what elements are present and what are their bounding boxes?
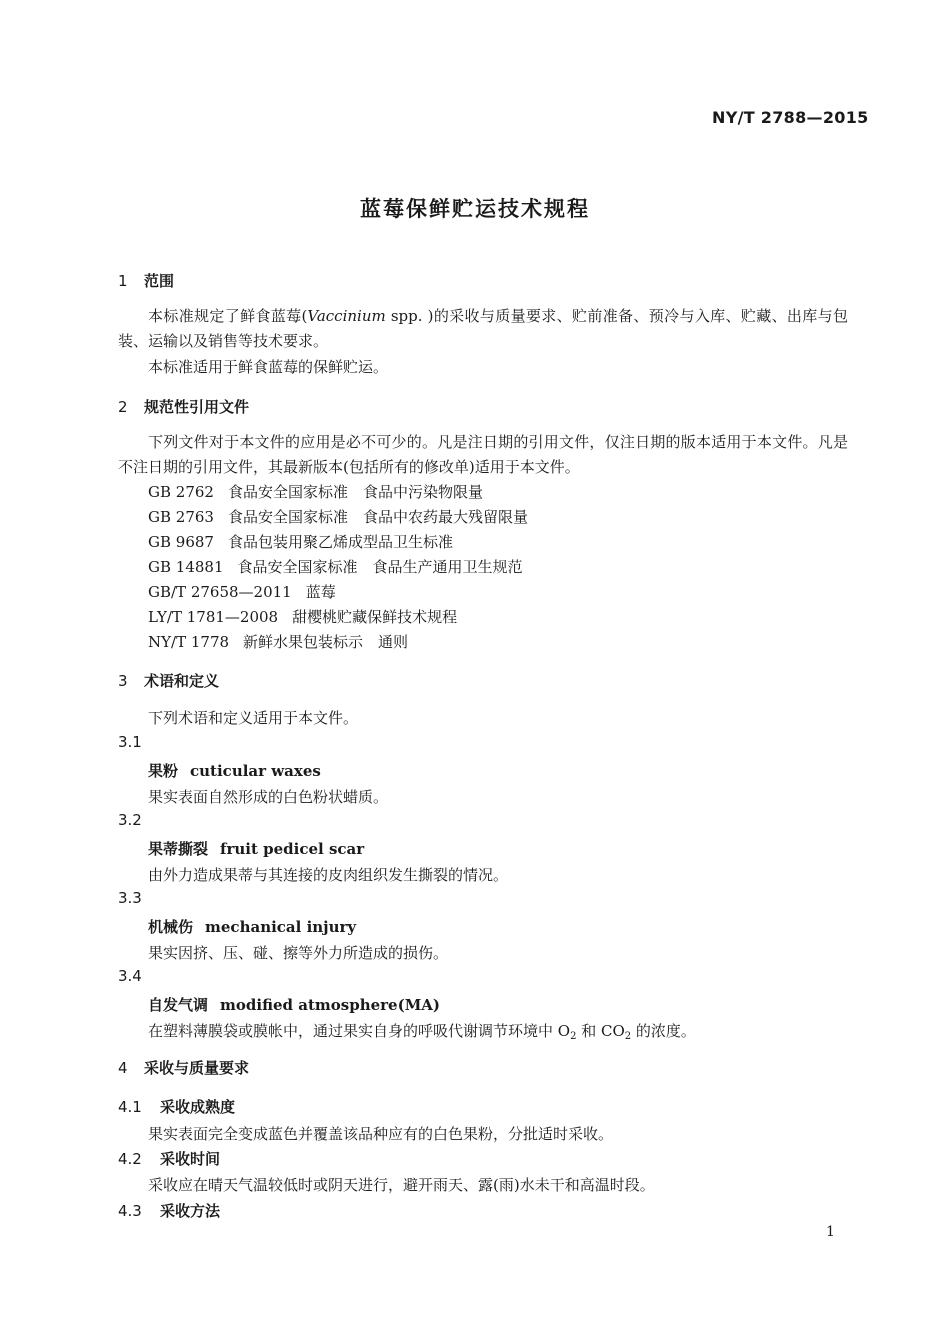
reference-title: 食品安全国家标准 食品中农药最大残留限量 <box>227 508 528 526</box>
reference-title: 新鲜水果包装标示 通则 <box>243 633 409 651</box>
term-cn: 果粉 <box>148 762 179 780</box>
term-heading <box>148 760 321 781</box>
reference-code: GB 14881 <box>148 558 224 576</box>
reference-code: GB 2763 <box>148 508 214 526</box>
term-en: modified atmosphere(MA) <box>220 996 441 1014</box>
section-number: 1 <box>118 272 128 290</box>
standard-code: NY/T 2788—2015 <box>712 108 869 127</box>
term-cn: 果蒂撕裂 <box>148 840 209 858</box>
text-run: 的浓度。 <box>631 1022 696 1040</box>
subclause-number: 4.2 <box>118 1150 142 1168</box>
section-1-heading <box>118 270 174 291</box>
references-intro: 下列文件对于本文件的应用是必不可少的。凡是注日期的引用文件，仅注日期的版本适用于本文件。凡是不注日期的引用文件，其最新版本(包括所有的修改单)适用于本文件。 <box>118 433 848 476</box>
scope-paragraph-1 <box>118 304 848 354</box>
subclause-text: 采收应在晴天气温较低时或阴天进行，避开雨天、露(雨)水未干和高温时段。 <box>148 1176 655 1194</box>
term-en: mechanical injury <box>205 918 357 936</box>
subclause-heading <box>118 1148 220 1169</box>
section-4-heading <box>118 1057 249 1078</box>
text-run: 本标准规定了鲜食蓝莓( <box>148 307 308 325</box>
section-title: 术语和定义 <box>144 672 220 690</box>
term-cn: 自发气调 <box>148 996 209 1014</box>
subclause-number: 4.3 <box>118 1202 142 1220</box>
text-run: 和 CO <box>576 1022 625 1040</box>
reference-title: 食品包装用聚乙烯成型品卫生标准 <box>227 533 453 551</box>
section-number: 2 <box>118 398 128 416</box>
subclause-title: 采收成熟度 <box>160 1098 236 1116</box>
text-run: 在塑料薄膜袋或膜帐中，通过果实自身的呼吸代谢调节环境中 O <box>148 1022 571 1040</box>
subclause-text: 果实表面完全变成蓝色并覆盖该品种应有的白色果粉，分批适时采收。 <box>148 1125 614 1143</box>
section-title: 采收与质量要求 <box>144 1059 250 1077</box>
terms-intro: 下列术语和定义适用于本文件。 <box>148 709 359 727</box>
reference-item <box>148 506 528 527</box>
term-heading <box>148 916 356 937</box>
document-title: 蓝莓保鲜贮运技术规程 <box>360 197 590 221</box>
reference-code: LY/T 1781—2008 <box>148 608 279 626</box>
section-number: 3 <box>118 672 128 690</box>
subclause-title: 采收时间 <box>160 1150 221 1168</box>
term-definition <box>148 1020 696 1042</box>
reference-title: 甜樱桃贮藏保鲜技术规程 <box>292 608 458 626</box>
subscript: 2 <box>570 1031 577 1042</box>
section-2-heading <box>118 396 249 417</box>
scope-paragraph-2: 本标准适用于鲜食蓝莓的保鲜贮运。 <box>148 358 389 376</box>
subclause-title: 采收方法 <box>160 1202 221 1220</box>
reference-title: 食品安全国家标准 食品中污染物限量 <box>227 483 483 501</box>
scientific-name: Vaccinium <box>307 307 386 325</box>
page-number: 1 <box>826 1224 835 1240</box>
reference-item <box>148 481 483 502</box>
term-definition: 果实表面自然形成的白色粉状蜡质。 <box>148 788 389 806</box>
reference-item <box>148 606 457 627</box>
text-run: spp. )的采收与质量要求、贮前准备、预冷与入库、贮藏、出库与包装、运输以及销售等技术要求。 <box>118 307 848 350</box>
term-number: 3.1 <box>118 733 142 751</box>
section-title: 规范性引用文件 <box>144 398 250 416</box>
term-cn: 机械伤 <box>148 918 194 936</box>
term-heading <box>148 838 364 859</box>
reference-item <box>148 556 523 577</box>
term-en: cuticular waxes <box>190 762 321 780</box>
term-number: 3.2 <box>118 811 142 829</box>
reference-code: NY/T 1778 <box>148 633 230 651</box>
subscript: 2 <box>624 1031 632 1042</box>
subclause-number: 4.1 <box>118 1098 142 1116</box>
reference-title: 食品安全国家标准 食品生产通用卫生规范 <box>237 558 523 576</box>
section-3-heading <box>118 670 219 691</box>
term-number: 3.3 <box>118 889 142 907</box>
reference-item <box>148 531 453 552</box>
term-number: 3.4 <box>118 967 142 985</box>
reference-code: GB 9687 <box>148 533 214 551</box>
reference-title: 蓝莓 <box>305 583 336 601</box>
reference-code: GB/T 27658—2011 <box>148 583 292 601</box>
reference-item <box>148 631 408 652</box>
section-title: 范围 <box>144 272 175 290</box>
reference-item <box>148 581 336 602</box>
term-heading <box>148 994 440 1015</box>
term-definition: 由外力造成果蒂与其连接的皮肉组织发生撕裂的情况。 <box>148 866 509 884</box>
term-definition: 果实因挤、压、碰、擦等外力所造成的损伤。 <box>148 944 449 962</box>
reference-code: GB 2762 <box>148 483 214 501</box>
term-en: fruit pedicel scar <box>220 840 365 858</box>
subclause-heading <box>118 1200 220 1221</box>
subclause-heading <box>118 1096 235 1117</box>
section-number: 4 <box>118 1059 128 1077</box>
